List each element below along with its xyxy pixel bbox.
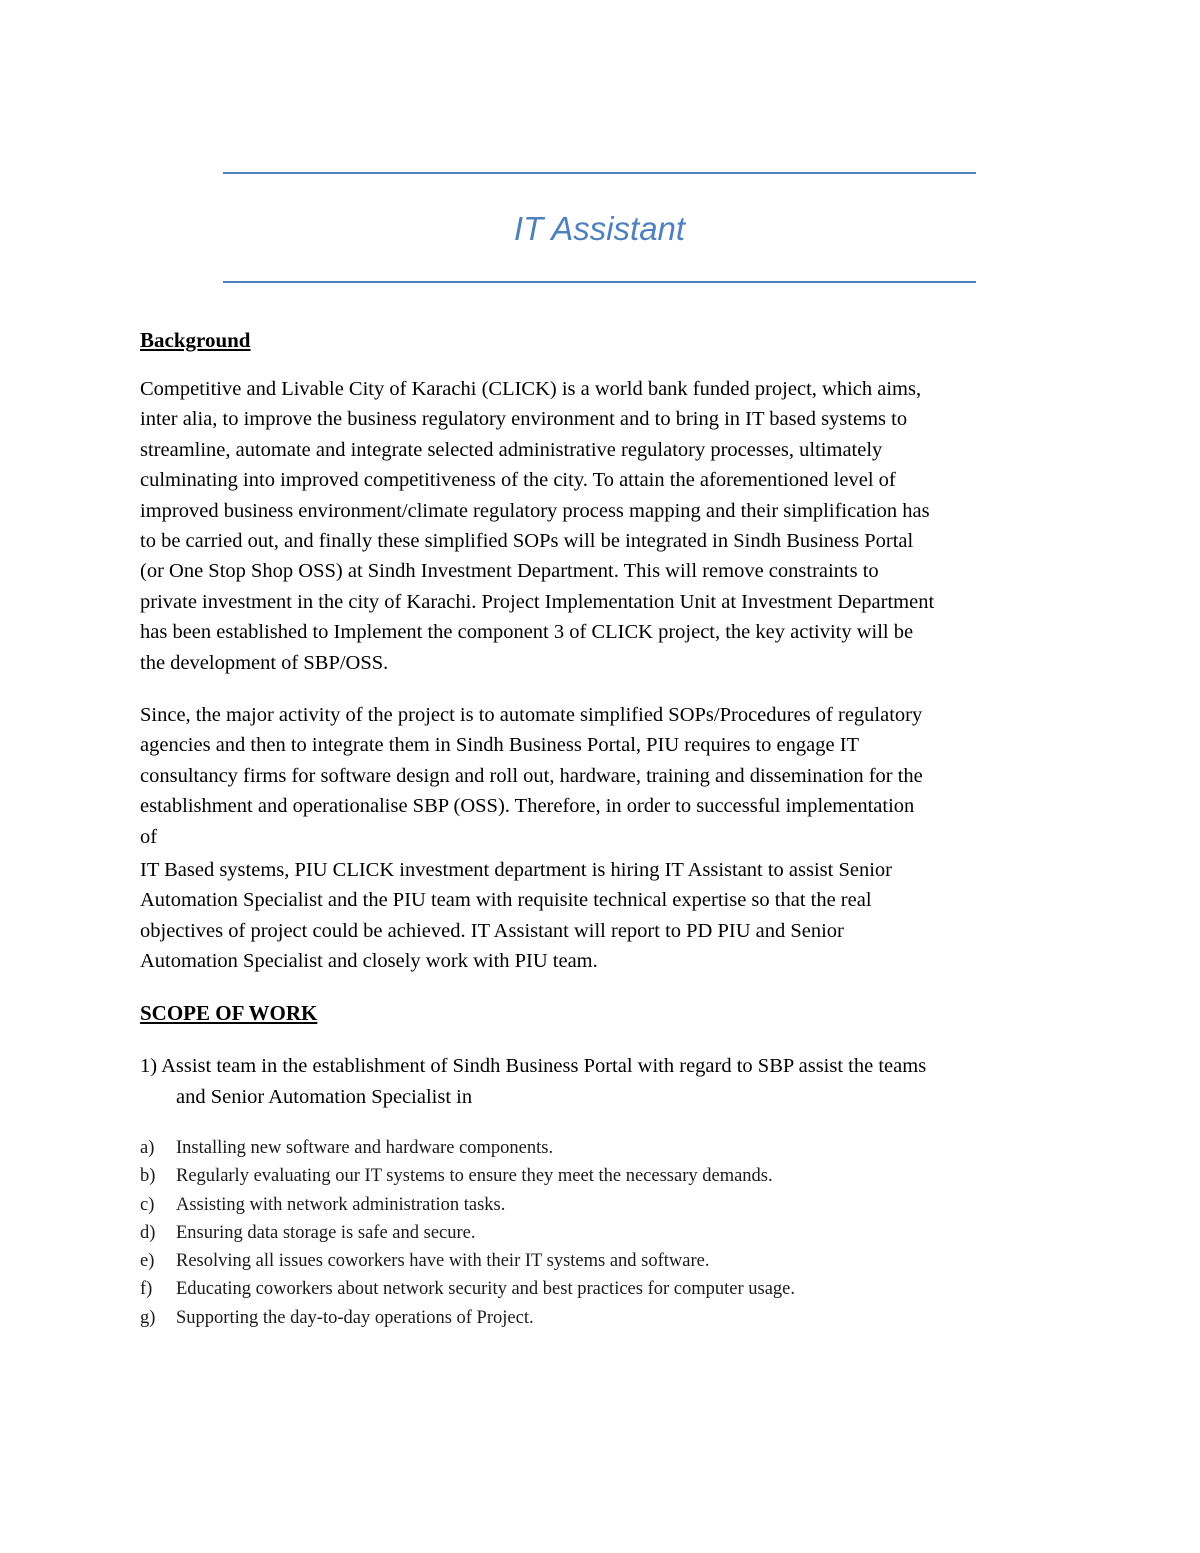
- background-paragraph-2: [140, 700, 1065, 852]
- page-title: IT Assistant: [513, 210, 686, 247]
- title-bottom-rule: [223, 281, 976, 283]
- paragraph-line: Competitive and Livable City of Karachi (CLICK) is a world bank funded project, which aims,: [140, 378, 922, 400]
- paragraph-line: streamline, automate and integrate selected administrative regulatory processes, ultimately: [140, 438, 883, 461]
- paragraph-line: (or One Stop Shop OSS) at Sindh Investment Department. This will remove constraints to: [140, 560, 879, 583]
- scope-heading: SCOPE OF WORK: [140, 1001, 318, 1025]
- paragraph-line: private investment in the city of Karachi. Project Implementation Unit at Investment Department: [140, 590, 935, 613]
- paragraph-line: improved business environment/climate regulatory process mapping and their simplification has: [140, 499, 930, 522]
- paragraph-line: IT Based systems, PIU CLICK investment department is hiring IT Assistant to assist Senior: [140, 859, 893, 881]
- list-item: [140, 1304, 795, 1332]
- list-marker: a): [140, 1138, 155, 1158]
- paragraph-line: Automation Specialist and closely work with PIU team.: [140, 950, 598, 973]
- list-item-text: Supporting the day-to-day operations of Project.: [176, 1307, 534, 1328]
- background-heading: Background: [140, 328, 251, 352]
- list-marker: c): [140, 1194, 155, 1215]
- list-item-text: Assisting with network administration tasks.: [176, 1194, 506, 1215]
- list-item-text: Educating coworkers about network security and best practices for computer usage.: [176, 1279, 796, 1300]
- paragraph-line: consultancy firms for software design and roll out, hardware, training and dissemination for the: [140, 764, 923, 787]
- list-item: [140, 1247, 795, 1275]
- list-item: [140, 1275, 795, 1303]
- list-item-text: Installing new software and hardware components.: [176, 1138, 554, 1158]
- paragraph-line: has been established to Implement the component 3 of CLICK project, the key activity will be: [140, 621, 914, 644]
- paragraph-line: the development of SBP/OSS.: [140, 651, 389, 674]
- scope-item-line: and Senior Automation Specialist in: [176, 1086, 473, 1108]
- paragraph-line: establishment and operationalise SBP (OSS). Therefore, in order to successful implementation: [140, 795, 915, 818]
- list-item-text: Resolving all issues coworkers have with their IT systems and software.: [176, 1251, 710, 1272]
- scope-sublist: [140, 1134, 795, 1332]
- paragraph-line: Since, the major activity of the project is to automate simplified SOPs/Procedures of regulatory: [140, 704, 923, 726]
- title-top-rule: [223, 172, 976, 174]
- paragraph-line: culminating into improved competitiveness of the city. To attain the aforementioned level of: [140, 469, 896, 492]
- background-paragraph-3: [140, 855, 1065, 977]
- list-marker: d): [140, 1222, 156, 1243]
- paragraph-line: to be carried out, and finally these simplified SOPs will be integrated in Sindh Business Portal: [140, 530, 914, 553]
- list-item-text: Ensuring data storage is safe and secure.: [176, 1222, 476, 1243]
- paragraph-line: Automation Specialist and the PIU team with requisite technical expertise so that the real: [140, 889, 872, 912]
- paragraph-line: agencies and then to integrate them in Sindh Business Portal, PIU requires to engage IT: [140, 734, 860, 757]
- scope-item-line: 1) Assist team in the establishment of Sindh Business Portal with regard to SBP assist the teams: [140, 1055, 927, 1077]
- list-item-text: Regularly evaluating our IT systems to ensure they meet the necessary demands.: [176, 1166, 773, 1187]
- list-marker: b): [140, 1166, 156, 1187]
- scope-item-1: [140, 1051, 926, 1113]
- list-item: [140, 1219, 795, 1247]
- list-item: [140, 1162, 795, 1190]
- paragraph-line: of: [140, 825, 158, 848]
- background-paragraph-1: [140, 374, 1065, 678]
- list-item: [140, 1191, 795, 1219]
- paragraph-line: inter alia, to improve the business regulatory environment and to bring in IT based systems to: [140, 408, 908, 431]
- list-item: [140, 1134, 795, 1162]
- list-marker: e): [140, 1251, 155, 1272]
- paragraph-line: objectives of project could be achieved. IT Assistant will report to PD PIU and Senior: [140, 919, 844, 942]
- list-marker: f): [140, 1279, 153, 1300]
- list-marker: g): [140, 1307, 156, 1328]
